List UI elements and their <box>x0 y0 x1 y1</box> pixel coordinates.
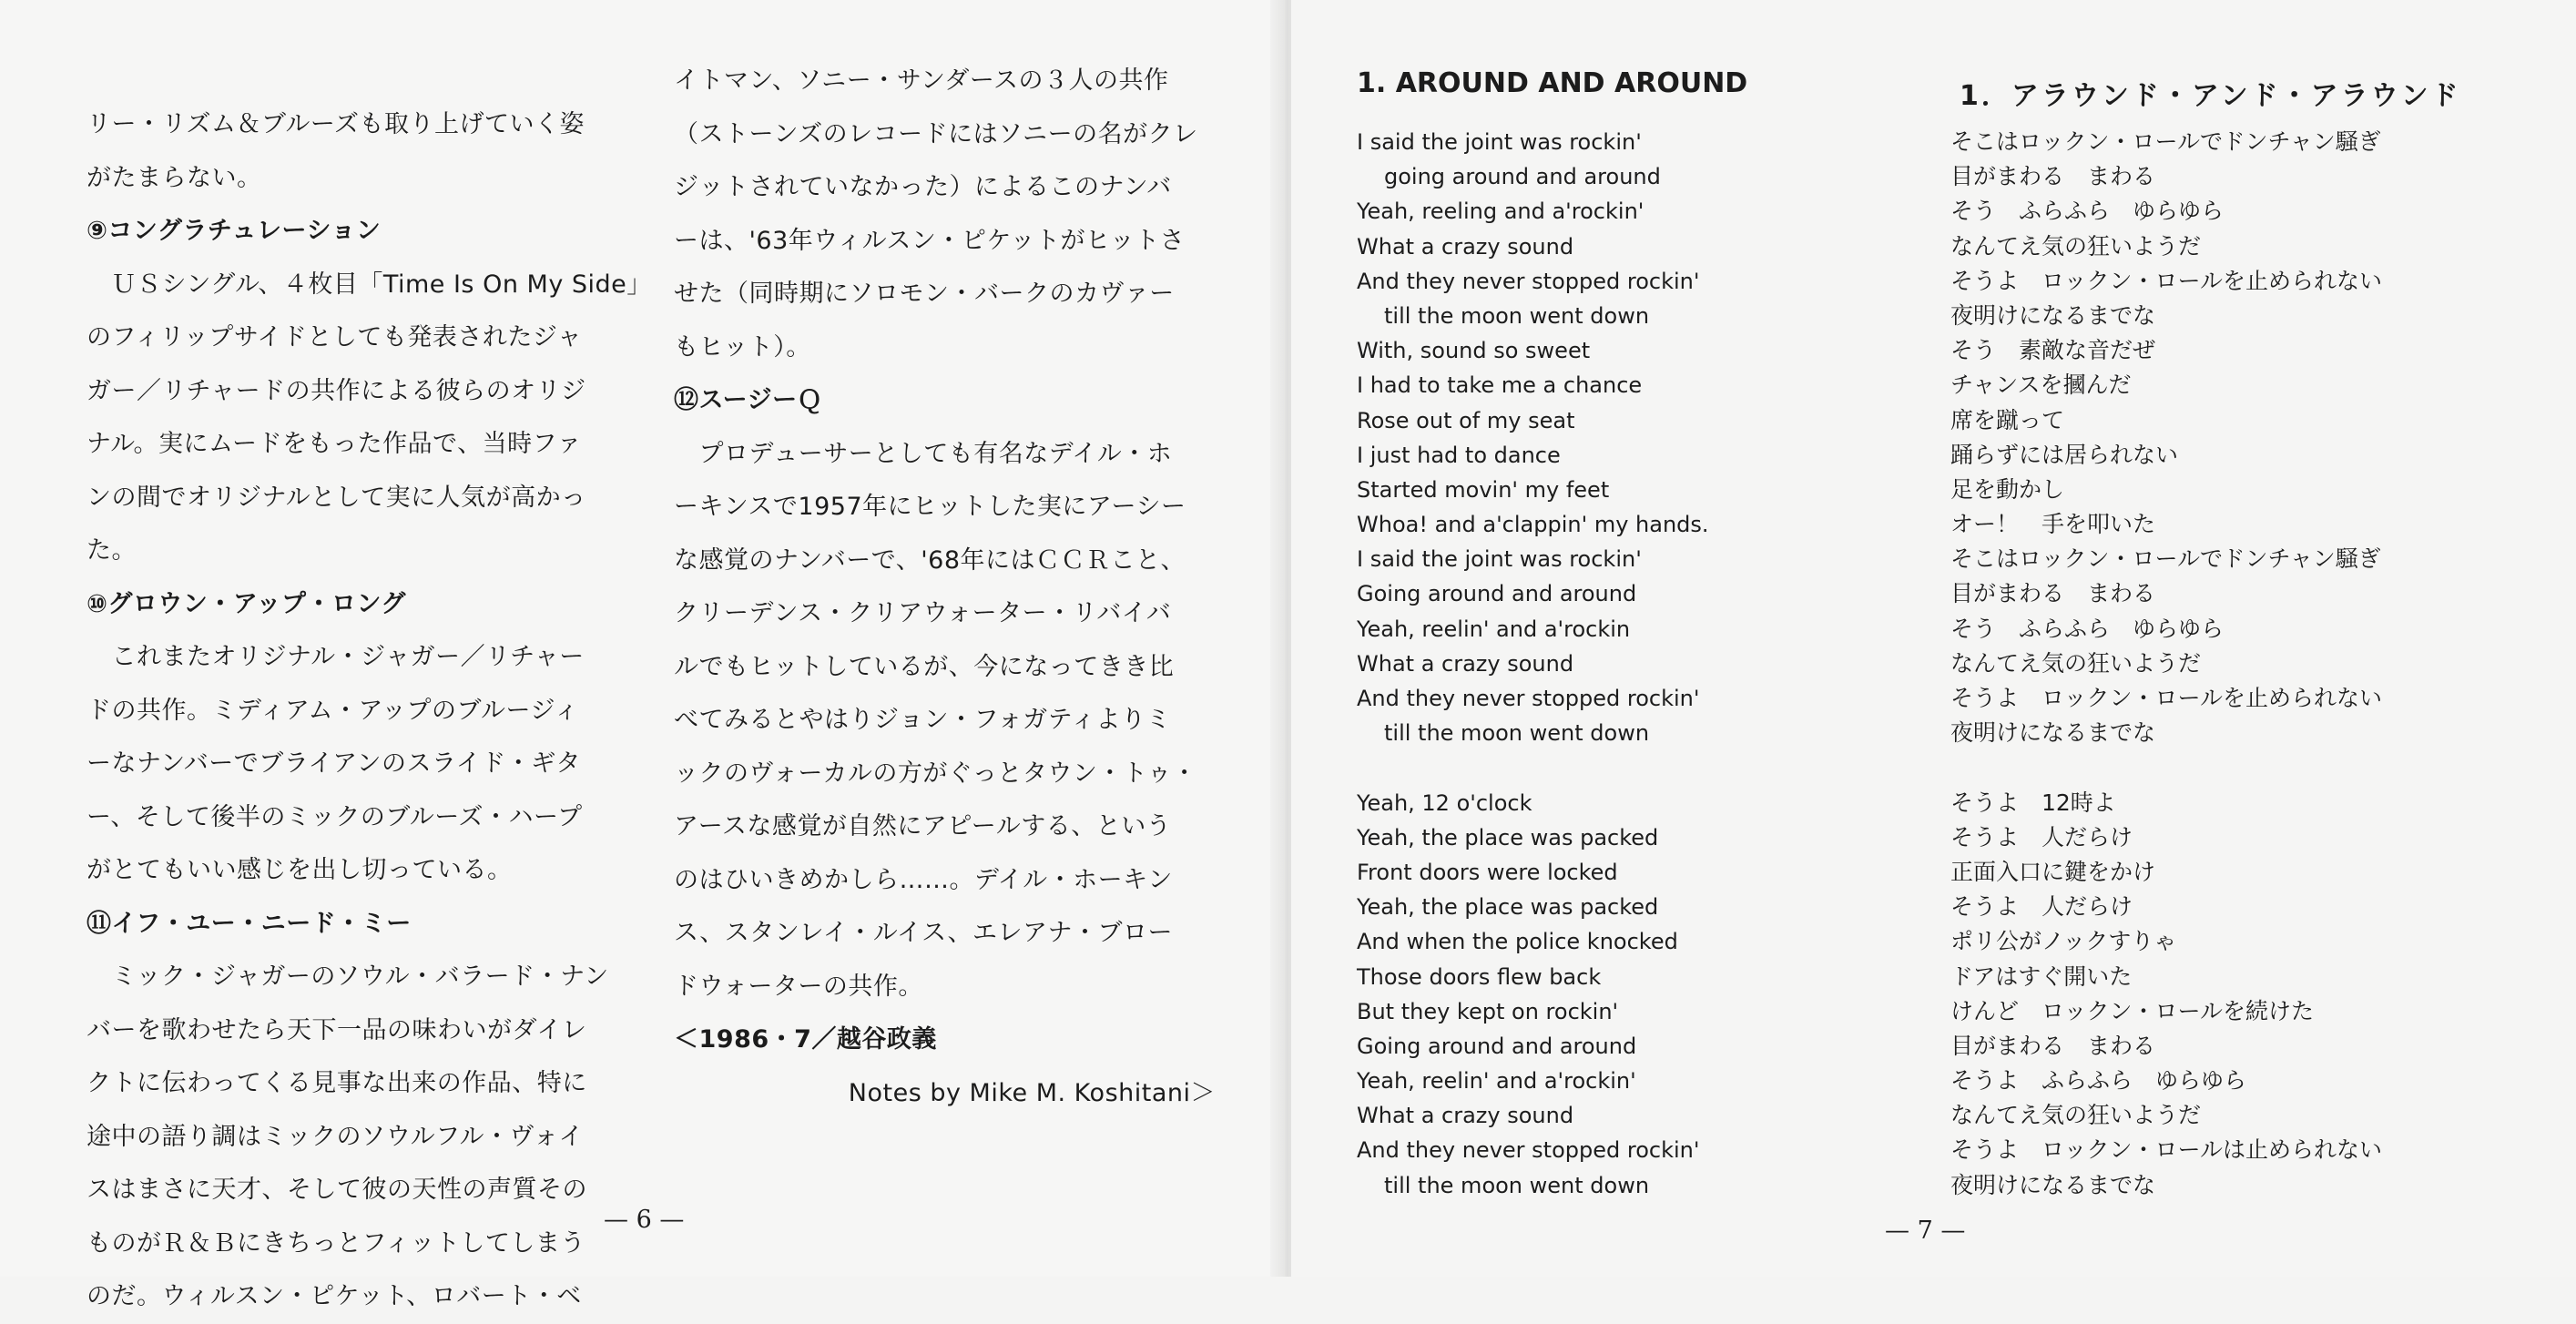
text-line: クリーデンス・クリアウォーター・リバイバ <box>674 599 1172 627</box>
text-line: ミック・ジャガーのソウル・バラード・ナン <box>87 962 609 991</box>
lyrics-english <box>1357 125 1709 1203</box>
lyric-line: ドアはすぐ開いた <box>1950 962 2133 990</box>
text-line: ックのヴォーカルの方がぐっとタウン・トゥ・ <box>674 759 1197 788</box>
text-line: ジットされていなかった）によるこのナンバ <box>674 173 1172 201</box>
text-line: な感覚のナンバーで、'68年にはＣＣＲこと、 <box>674 545 1186 575</box>
liner-notes-column-2 <box>674 55 1216 1120</box>
section-heading: ⑫スージーＱ <box>674 386 823 414</box>
lyric-line: そこはロックン・ロールでドンチャン騒ぎ <box>1950 545 2381 573</box>
text-line: ルでもヒットしているが、今になってきき比 <box>674 652 1175 681</box>
lyric-line: けんど ロックン・ロールを続けた <box>1950 997 2315 1024</box>
text-line: ものがＲ＆Ｂにきちっとフィットしてしまう <box>87 1228 585 1258</box>
text-line: ンの間でオリジナルとして実に人気が高かっ <box>87 483 586 512</box>
text-line: ーは、'63年ウィルスン・ピケットがヒットさ <box>674 226 1186 255</box>
text-line: リー・リズム＆ブルーズも取り上げていく姿 <box>87 110 585 138</box>
text-line: プロデューサーとしても有名なデイル・ホ <box>674 439 1173 468</box>
lyric-line: And they never stopped rockin' <box>1357 268 1700 294</box>
lyric-line: going around and around <box>1384 164 1661 190</box>
lyric-line: What a crazy sound <box>1357 1103 1574 1129</box>
lyric-line: I said the joint was rockin' <box>1357 546 1642 573</box>
lyric-line: ポリ公がノックすりゃ <box>1950 928 2177 955</box>
text-line: Notes by Mike M. Koshitani＞ <box>848 1078 1216 1107</box>
lyric-line: なんてえ気の狂いようだ <box>1950 649 2202 677</box>
text-line: ス、スタンレイ・ルイス、エレアナ・ブロー <box>674 919 1173 947</box>
lyric-line: 夜明けになるまでな <box>1950 719 2156 747</box>
lyric-line: なんてえ気の狂いようだ <box>1950 1102 2202 1129</box>
lyric-line: 正面入口に鍵をかけ <box>1950 858 2156 885</box>
lyric-line: Those doors flew back <box>1357 963 1602 990</box>
section-heading: ⑩グロウン・アップ・ロング <box>87 589 406 618</box>
page-number-right: — 7 — <box>1885 1217 1966 1245</box>
lyric-line: What a crazy sound <box>1357 233 1574 260</box>
lyric-line: Rose out of my seat <box>1357 407 1575 433</box>
lyric-line <box>1357 750 1709 785</box>
lyric-line: そう ふらふら ゆらゆら <box>1950 615 2225 642</box>
text-line: のはひいきめかしら……。デイル・ホーキン <box>674 865 1173 894</box>
text-line: ドの共作。ミディアム・アップのブルージィ <box>87 696 579 725</box>
lyrics-japanese <box>1950 125 2382 1203</box>
text-line: アースな感覚が自然にアピールする、という <box>674 812 1172 840</box>
lyric-line: But they kept on rockin' <box>1357 998 1619 1024</box>
text-line: 途中の語り調はミックのソウルフル・ヴォイ <box>87 1122 584 1151</box>
lyric-line: Yeah, the place was packed <box>1357 824 1659 850</box>
lyric-line: そうよ 人だらけ <box>1950 823 2133 850</box>
text-line: もヒット）。 <box>674 332 811 362</box>
lyric-line: 夜明けになるまでな <box>1950 301 2156 329</box>
page-number-left: — 6 — <box>604 1206 685 1234</box>
lyric-line: そう ふらふら ゆらゆら <box>1950 198 2225 225</box>
lyric-line: Whoa! and a'clappin' my hands. <box>1357 512 1709 538</box>
left-page <box>0 0 1279 1310</box>
lyric-line: チャンスを摑んだ <box>1950 372 2132 399</box>
text-line: クトに伝わってくる見事な出来の作品、特に <box>87 1069 587 1097</box>
text-line: これまたオリジナル・ジャガー／リチャー <box>87 643 585 671</box>
lyric-line: Yeah, 12 o'clock <box>1357 789 1532 816</box>
lyric-line: Yeah, reelin' and a'rockin <box>1357 616 1631 642</box>
lyric-line: Started movin' my feet <box>1357 476 1610 503</box>
lyric-line: そうよ ふらふら ゆらゆら <box>1950 1067 2247 1095</box>
text-line: バーを歌わせたら天下一品の味わいがダイレ <box>87 1015 587 1044</box>
text-line: がたまらない。 <box>87 163 262 192</box>
lyric-line <box>1950 750 2382 785</box>
lyric-line: till the moon went down <box>1384 302 1650 329</box>
lyric-line: And they never stopped rockin' <box>1357 686 1700 711</box>
text-line: イトマン、ソニー・サンダースの３人の共作 <box>674 66 1169 95</box>
text-line: た。 <box>87 536 137 565</box>
lyric-line: Going around and around <box>1357 1033 1637 1059</box>
song-title-japanese: 1．アラウンド・アンド・アラウンド <box>1960 80 2461 112</box>
lyric-line: 目がまわる まわる <box>1950 163 2156 190</box>
text-line: ーなナンバーでブライアンのスライド・ギタ <box>87 749 581 778</box>
lyric-line: そう 素敵な音だぜ <box>1950 337 2156 364</box>
lyric-line: And they never stopped rockin' <box>1357 1137 1700 1164</box>
lyric-line: 目がまわる まわる <box>1950 580 2156 607</box>
text-line: べてみるとやはりジョン・フォガティよりミ <box>674 706 1171 734</box>
lyric-line: 足を動かし <box>1950 475 2065 503</box>
lyric-line: With, sound so sweet <box>1357 338 1591 364</box>
lyric-line: 夜明けになるまでな <box>1950 1171 2156 1198</box>
text-line: せた（同時期にソロモン・バークのカヴァー <box>674 280 1175 308</box>
lyric-line: Front doors were locked <box>1357 859 1618 885</box>
text-line: のだ。ウィルスン・ピケット、ロバート・ベ <box>87 1282 582 1310</box>
lyric-line: till the moon went down <box>1384 720 1650 747</box>
lyric-line: 目がまわる まわる <box>1950 1032 2156 1059</box>
lyric-line: そうよ ロックン・ロールは止められない <box>1950 1136 2383 1164</box>
text-line: ガー／リチャードの共作による彼らのオリジ <box>87 376 586 405</box>
text-line: （ストーンズのレコードにはソニーの名がクレ <box>674 119 1198 148</box>
text-line: ナル。実にムードをもった作品で、当時ファ <box>87 430 583 458</box>
lyric-line: オー！ 手を叩いた <box>1950 511 2156 538</box>
lyric-line: なんてえ気の狂いようだ <box>1950 232 2202 260</box>
lyric-line: そうよ 12時よ <box>1950 789 2116 816</box>
text-line: がとてもいい感じを出し切っている。 <box>87 856 513 884</box>
lyric-line: 踊らずには居られない <box>1950 441 2179 468</box>
lyric-line: そうよ 人だらけ <box>1950 893 2133 921</box>
text-line: のフィリップサイドとしても発表されたジャ <box>87 323 583 351</box>
lyric-line: そうよ ロックン・ロールを止められない <box>1950 685 2383 711</box>
song-title-english: 1. AROUND AND AROUND <box>1357 67 1748 99</box>
text-line: ドウォーターの共作。 <box>674 972 923 1001</box>
liner-notes-column-1 <box>87 98 652 1324</box>
section-heading: ⑪イフ・ユー・ニード・ミー <box>87 909 412 938</box>
lyric-line: そこはロックン・ロールでドンチャン騒ぎ <box>1950 128 2381 155</box>
text-line: ＵＳシングル、４枚目「Time Is On My Side」 <box>87 270 652 299</box>
lyric-line: What a crazy sound <box>1357 650 1574 677</box>
text-line: スはまさに天才、そして彼の天性の声質その <box>87 1176 587 1204</box>
lyric-line: そうよ ロックン・ロールを止められない <box>1950 267 2383 294</box>
lyric-line: Yeah, reeling and a'rockin' <box>1357 199 1644 225</box>
text-line: ーキンスで1957年にヒットした実にアーシー <box>674 493 1186 521</box>
lyric-line: 席を蹴って <box>1950 406 2065 433</box>
text-line: ー、そして後半のミックのブルーズ・ハープ <box>87 802 583 831</box>
lyric-line: I said the joint was rockin' <box>1357 129 1642 155</box>
lyric-line: I just had to dance <box>1357 442 1561 468</box>
lyric-line: till the moon went down <box>1384 1172 1650 1198</box>
lyric-line: Yeah, the place was packed <box>1357 894 1659 921</box>
section-heading: ⑨コングラチュレーション <box>87 217 382 245</box>
lyric-line: I had to take me a chance <box>1357 372 1643 399</box>
lyric-line: And when the police knocked <box>1357 929 1678 955</box>
section-heading: ＜1986・7／越谷政義 <box>674 1025 937 1054</box>
lyric-line: Going around and around <box>1357 581 1637 607</box>
lyric-line: Yeah, reelin' and a'rockin' <box>1357 1068 1636 1095</box>
